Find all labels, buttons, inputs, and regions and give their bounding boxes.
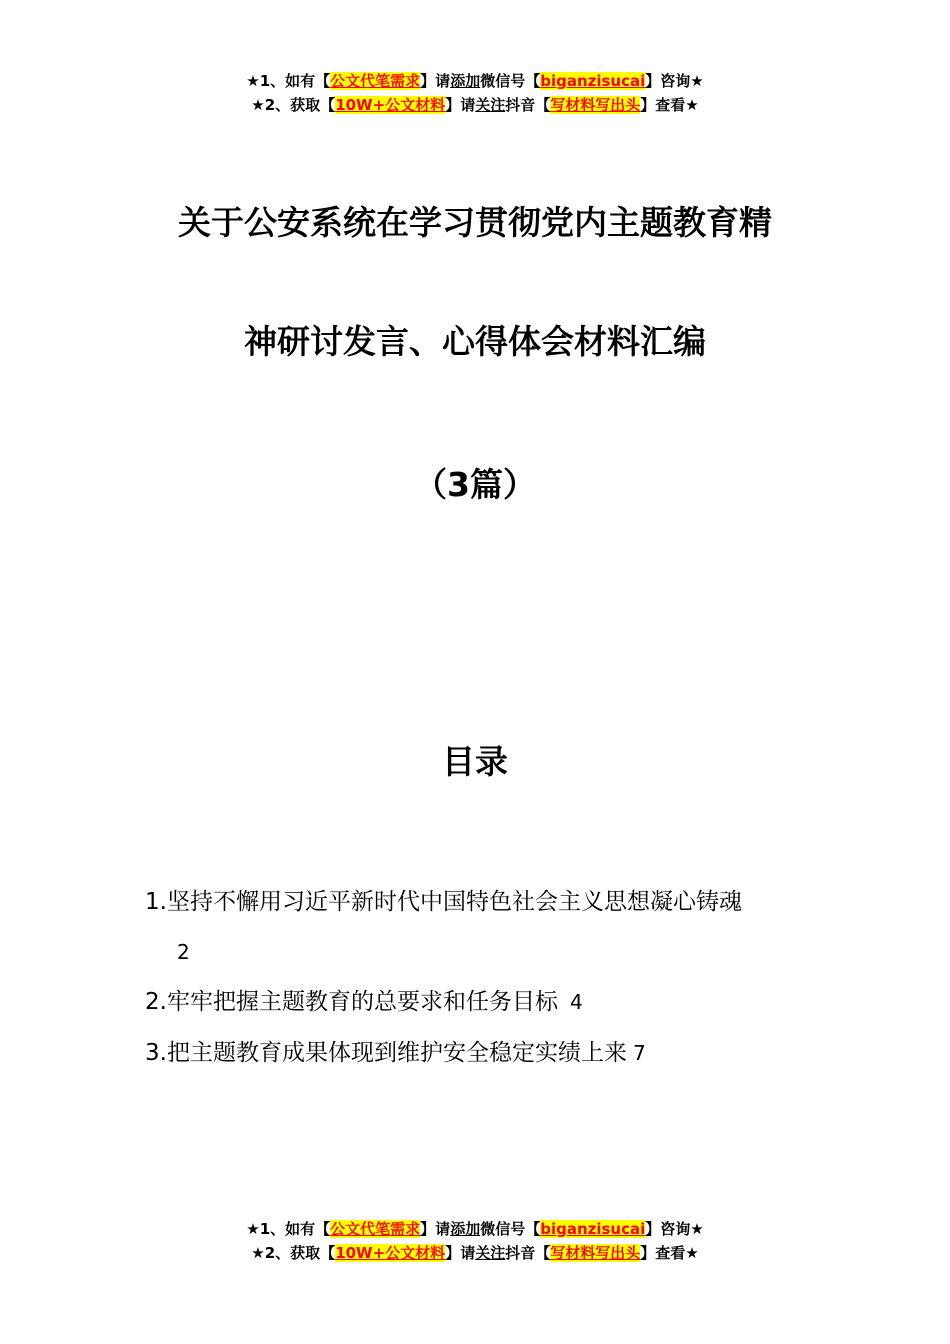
toc-item-2[interactable] — [145, 987, 583, 1017]
banner-line-2 — [0, 93, 950, 117]
document-title-line-2: 神研讨发言、心得体会材料汇编 — [244, 322, 706, 361]
banner-underline: 添加 — [450, 72, 481, 90]
banner-text: 抖音【 — [505, 96, 551, 114]
banner-text: 】请 — [445, 96, 476, 114]
banner-underline: 关注 — [475, 1244, 506, 1262]
toc-item-text: 3.把主题教育成果体现到维护安全稳定实绩上来 — [145, 1040, 627, 1066]
banner-text: 】请 — [420, 1220, 451, 1238]
footer-banner — [0, 1217, 950, 1265]
banner-highlight-wechat: biganzisucai — [540, 72, 646, 90]
banner-text: ★2、获取【 — [251, 96, 336, 114]
banner-text: 】咨询★ — [645, 72, 704, 90]
banner-text: 】查看★ — [640, 1244, 699, 1262]
banner-text: ★1、如有【 — [246, 72, 331, 90]
banner-highlight-wechat: biganzisucai — [540, 1220, 646, 1238]
banner-underline: 关注 — [475, 96, 506, 114]
banner-highlight-materials: 10W+公文材料 — [335, 96, 446, 114]
banner-text: ★2、获取【 — [251, 1244, 336, 1262]
header-banner — [0, 69, 950, 117]
banner-text: ★1、如有【 — [246, 1220, 331, 1238]
toc-item-text: 2.牢牢把握主题教育的总要求和任务目标 — [145, 989, 558, 1015]
toc-item-page: 7 — [632, 1041, 646, 1065]
banner-text: 微信号【 — [480, 72, 541, 90]
banner-line-1 — [0, 1217, 950, 1241]
banner-text: 微信号【 — [480, 1220, 541, 1238]
banner-highlight-douyin: 写材料写出头 — [550, 1244, 641, 1262]
banner-highlight-douyin: 写材料写出头 — [550, 96, 641, 114]
toc-item-text: 1.坚持不懈用习近平新时代中国特色社会主义思想凝心铸魂 — [145, 889, 742, 915]
toc-item-1[interactable] — [145, 887, 742, 917]
toc-item-3[interactable] — [145, 1038, 646, 1068]
toc-heading: 目录 — [442, 742, 508, 781]
banner-text: 】请 — [420, 72, 451, 90]
banner-highlight-service: 公文代笔需求 — [330, 72, 421, 90]
banner-underline: 添加 — [450, 1220, 481, 1238]
banner-text: 】请 — [445, 1244, 476, 1262]
toc-item-page: 4 — [569, 990, 583, 1014]
banner-text: 抖音【 — [505, 1244, 551, 1262]
toc-item-1-page: 2 — [177, 940, 190, 964]
banner-line-1 — [0, 69, 950, 93]
banner-text: 】咨询★ — [645, 1220, 704, 1238]
banner-line-2 — [0, 1241, 950, 1265]
banner-highlight-materials: 10W+公文材料 — [335, 1244, 446, 1262]
banner-highlight-service: 公文代笔需求 — [330, 1220, 421, 1238]
document-title-line-1: 关于公安系统在学习贯彻党内主题教育精 — [178, 203, 772, 242]
document-count: （3篇） — [414, 465, 536, 504]
banner-text: 】查看★ — [640, 96, 699, 114]
